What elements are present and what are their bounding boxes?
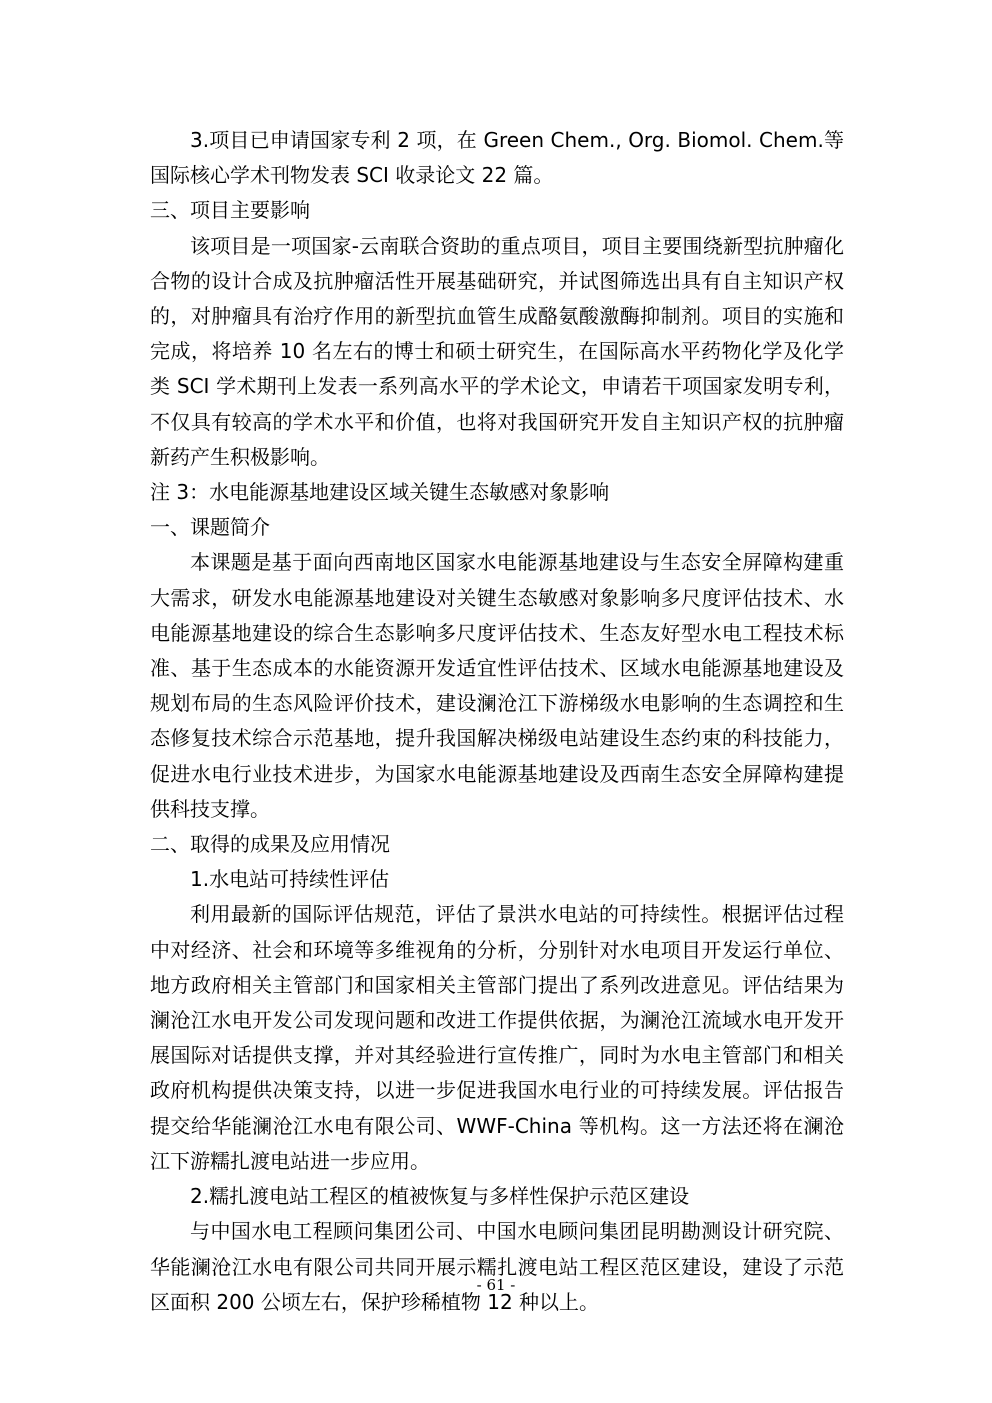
heading-results: 二、取得的成果及应用情况 xyxy=(150,832,390,857)
paragraph-topic-intro: 本课题是基于面向西南地区国家水电能源基地建设与生态安全屏障构建重大需求，研发水电能源基地建设对关键生态敏感对象影响多尺度评估技术、水电能源基地建设的综合生态影响多尺度评估技术、生态友好型水电工程技术标准、基于生态成本的水能资源开发适宜性评估技术、区域水电能源基地建设及规划布局的生态风险评价技术，建设澜沧江下游梯级水电影响的生态调控和生态修复技术综合示范基地，提升我国解决梯级电站建设生态约束的科技能力，促进水电行业技术进步，为国家水电能源基地建设及西南生态安全屏障构建提供科技支撑。 xyxy=(150,550,844,821)
subheading-sustainability: 1.水电站可持续性评估 xyxy=(190,867,390,892)
page-number: - 61 - xyxy=(476,1276,516,1294)
paragraph-sustainability: 利用最新的国际评估规范，评估了景洪水电站的可持续性。根据评估过程中对经济、社会和环境等多维视角的分析，分别针对水电项目开发运行单位、地方政府相关主管部门和国家相关主管部门提出了系列改进意见。评估结果为澜沧江水电开发公司发现问题和改进工作提供依据，为澜沧江流域水电开发开展国际对话提供支撑，并对其经验进行宣传推广，同时为水电主管部门和相关政府机构提供决策支持，以进一步促进我国水电行业的可持续发展。评估报告提交给华能澜沧江水电有限公司、WWF-China 等机构。这一方法还将在澜沧江下游糯扎渡电站进一步应用。 xyxy=(150,902,844,1173)
heading-project-impact: 三、项目主要影响 xyxy=(150,198,310,223)
heading-note-3: 注 3：水电能源基地建设区域关键生态敏感对象影响 xyxy=(150,480,610,505)
paragraph-patents: 3.项目已申请国家专利 2 项，在 Green Chem., Org. Biomol. Chem.等国际核心学术刊物发表 SCI 收录论文 22 篇。 xyxy=(150,128,844,188)
document-body xyxy=(150,123,844,1320)
paragraph-impact: 该项目是一项国家-云南联合资助的重点项目，项目主要围绕新型抗肿瘤化合物的设计合成及抗肿瘤活性开展基础研究，并试图筛选出具有自主知识产权的，对肿瘤具有治疗作用的新型抗血管生成酪氨酸激酶抑制剂。项目的实施和完成，将培养 10 名左右的博士和硕士研究生，在国际高水平药物化学及化学类 SCI 学术期刊上发表一系列高水平的学术论文，申请若干项国家发明专利，不仅具有较高的学术水平和价值，也将对我国研究开发自主知识产权的抗肿瘤新药产生积极影响。 xyxy=(150,233,844,469)
subheading-vegetation: 2.糯扎渡电站工程区的植被恢复与多样性保护示范区建设 xyxy=(190,1184,690,1209)
heading-topic-intro: 一、课题简介 xyxy=(150,515,270,540)
paragraph-vegetation: 与中国水电工程顾问集团公司、中国水电顾问集团昆明勘测设计研究院、华能澜沧江水电有限公司共同开展示糯扎渡电站工程区范区建设，建设了示范区面积 200 公顷左右，保护珍稀植物 12 种以上。 xyxy=(150,1219,844,1314)
